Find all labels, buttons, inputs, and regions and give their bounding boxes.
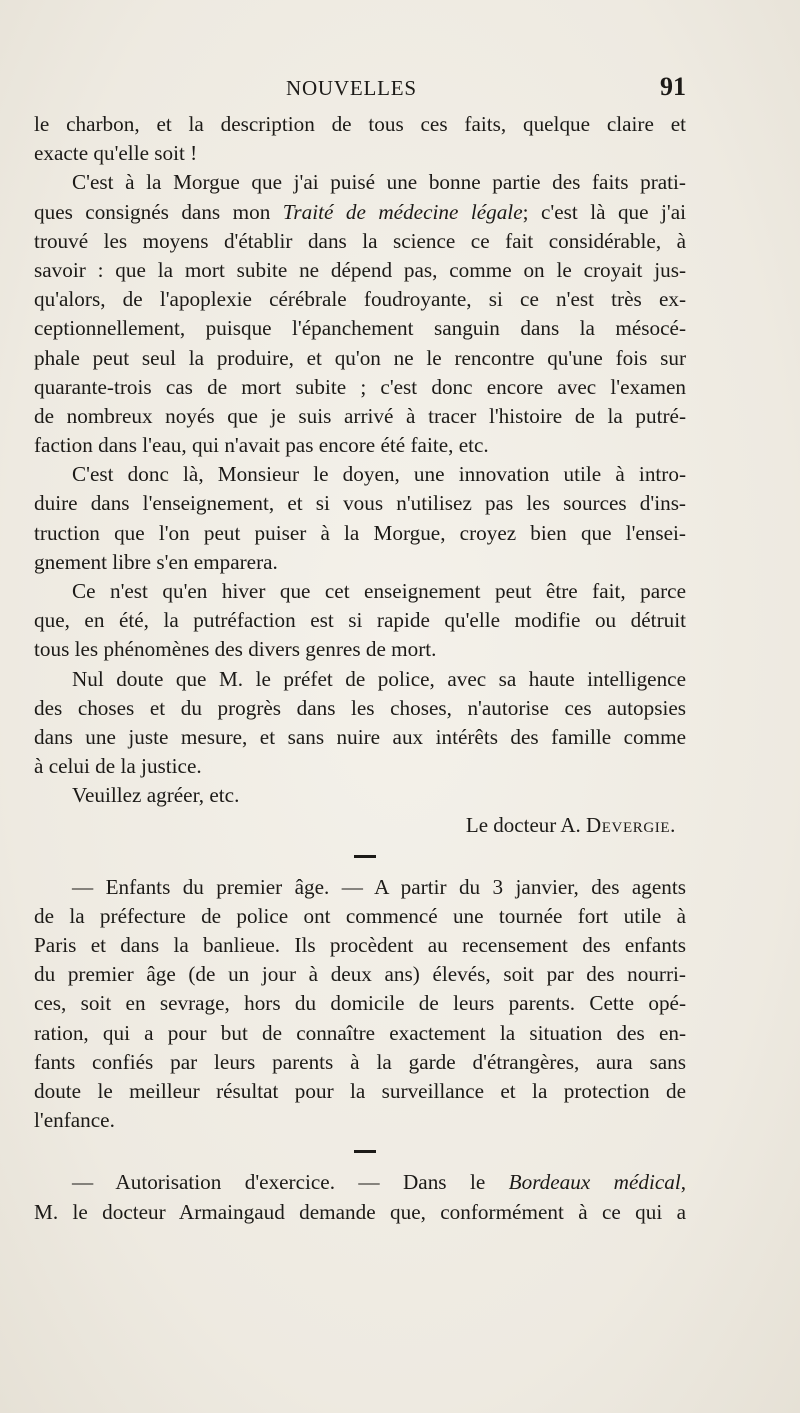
signature xyxy=(34,811,686,840)
text-line: ration, qui a pour but de connaître exactement la situation des en- xyxy=(34,1020,686,1045)
book-title: Traité de médecine légale xyxy=(282,199,523,224)
text-line: fants confiés par leurs parents à la garde d'étrangères, aura sans xyxy=(34,1049,686,1074)
text-line: dans une juste mesure, et sans nuire aux intérêts des famille comme xyxy=(34,724,686,749)
text-line xyxy=(34,198,686,227)
text-line: tous les phénomènes des divers genres de mort. xyxy=(34,637,437,662)
text-line xyxy=(34,1168,686,1197)
text-line: Nul doute que M. le préfet de police, avec sa haute intelligence xyxy=(72,666,686,691)
signature-name: Devergie. xyxy=(586,812,676,837)
text-fragment: — Autorisation d'exercice. — Dans le xyxy=(72,1170,509,1195)
text-line: le charbon, et la description de tous ces faits, quelque claire et xyxy=(34,112,686,136)
text-line: gnement libre s'en emparera. xyxy=(34,549,278,574)
divider-rule xyxy=(354,1150,376,1153)
text-line: à celui de la justice. xyxy=(34,754,202,779)
running-head: NOUVELLES xyxy=(286,76,417,100)
text-line: — Enfants du premier âge. — A partir du 3 janvier, des agents xyxy=(72,874,686,899)
text-fragment: , xyxy=(680,1170,686,1195)
text-fragment: ; c'est là que j'ai xyxy=(522,199,686,224)
text-fragment: ques consignés dans mon xyxy=(34,199,271,224)
text-line: exacte qu'elle soit ! xyxy=(34,141,198,166)
text-line: M. le docteur Armaingaud demande que, conformément à ce qui a xyxy=(34,1199,686,1224)
text-line: C'est à la Morgue que j'ai puisé une bonne partie des faits prati- xyxy=(72,170,686,195)
divider-rule xyxy=(354,855,376,858)
text-line: doute le meilleur résultat pour la surveillance et la protection de xyxy=(34,1079,686,1103)
text-line: quarante-trois cas de mort subite ; c'est donc encore avec l'examen xyxy=(34,374,686,399)
text-line: duire dans l'enseignement, et si vous n'utilisez pas les sources d'ins- xyxy=(34,491,686,516)
text-line: savoir : que la mort subite ne dépend pas, comme on le croyait jus- xyxy=(34,257,686,282)
section-divider xyxy=(34,840,686,873)
text-line: ces, soit en sevrage, hors du domicile de leurs parents. Cette opé- xyxy=(34,991,686,1016)
text-line: Ce n'est qu'en hiver que cet enseignement peut être fait, parce xyxy=(72,579,686,603)
text-line: Paris et dans la banlieue. Ils procèdent au recensement des enfants xyxy=(34,933,686,958)
text-line: de la préfecture de police ont commencé une tournée fort utile à xyxy=(34,903,686,928)
text-line: du premier âge (de un jour à deux ans) élevés, soit par des nourri- xyxy=(34,962,686,987)
text-line: C'est donc là, Monsieur le doyen, une innovation utile à intro- xyxy=(72,462,686,487)
section-divider xyxy=(34,1135,686,1168)
body-text xyxy=(34,110,686,1227)
text-line: que, en été, la putréfaction est si rapide qu'elle modifie ou détruit xyxy=(34,608,686,633)
text-line: des choses et du progrès dans les choses, n'autorise ces autopsies xyxy=(34,695,686,720)
text-line: qu'alors, de l'apoplexie cérébrale foudroyante, si ce n'est très ex- xyxy=(34,287,686,312)
text-line: Veuillez agréer, etc. xyxy=(72,783,240,808)
signature-prefix: Le docteur A. xyxy=(465,812,587,837)
journal-title: Bordeaux médical xyxy=(508,1170,681,1195)
text-line: l'enfance. xyxy=(34,1108,115,1133)
text-line: truction que l'on peut puiser à la Morgue, croyez bien que l'ensei- xyxy=(34,520,686,545)
text-line: ceptionnellement, puisque l'épanchement sanguin dans la mésocé- xyxy=(34,316,686,341)
text-line: de nombreux noyés que je suis arrivé à tracer l'histoire de la putré- xyxy=(34,403,686,428)
page-header xyxy=(34,72,686,106)
text-line: phale peut seul la produire, et qu'on ne le rencontre qu'une fois sur xyxy=(34,345,686,370)
text-line: faction dans l'eau, qui n'avait pas encore été faite, etc. xyxy=(34,433,489,458)
page-number: 91 xyxy=(660,72,686,101)
text-line: trouvé les moyens d'établir dans la science ce fait considérable, à xyxy=(34,228,686,253)
